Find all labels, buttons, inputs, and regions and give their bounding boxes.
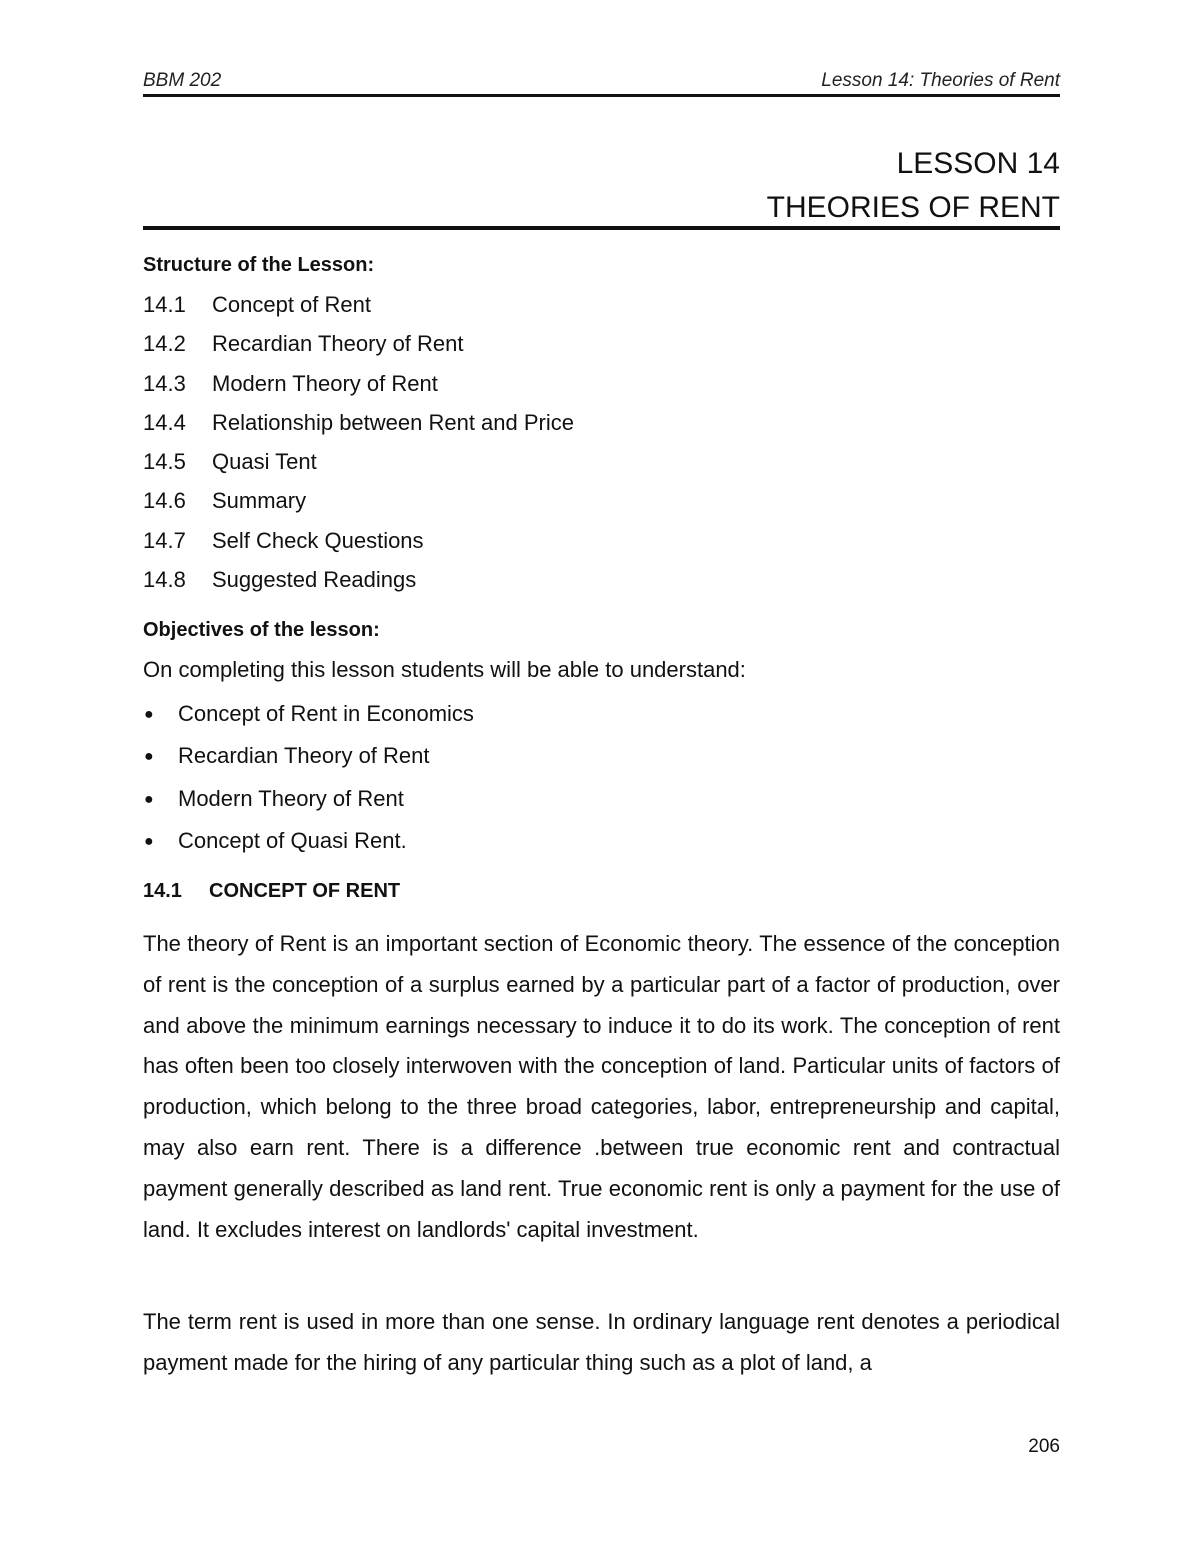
course-code: BBM 202 <box>143 70 222 91</box>
structure-item-label: Relationship between Rent and Price <box>212 409 575 435</box>
structure-item-number: 14.1 <box>143 292 186 317</box>
objective-item <box>143 740 474 782</box>
section-heading <box>143 880 400 903</box>
bullet-icon: ● <box>144 790 154 808</box>
structure-item-number: 14.3 <box>143 370 186 396</box>
objectives-intro: On completing this lesson students will be able to understand: <box>143 657 746 682</box>
structure-item-label: Concept of Rent <box>212 292 371 317</box>
objective-item <box>143 698 474 740</box>
objective-text: Concept of Quasi Rent. <box>178 827 407 853</box>
structure-item <box>143 328 574 367</box>
objectives-heading: Objectives of the lesson: <box>143 619 380 641</box>
structure-item-number: 14.5 <box>143 449 186 475</box>
objective-item <box>143 783 474 825</box>
lesson-title <box>767 142 1060 230</box>
structure-item-number: 14.6 <box>143 488 186 514</box>
structure-item-number: 14.2 <box>143 331 186 357</box>
header-rule <box>143 94 1060 97</box>
structure-item-label: Modern Theory of Rent <box>212 370 438 396</box>
structure-item <box>143 485 574 524</box>
structure-item-number: 14.8 <box>143 567 186 593</box>
section-title: CONCEPT OF RENT <box>209 880 401 902</box>
objective-text: Modern Theory of Rent <box>178 785 404 811</box>
objective-text: Concept of Rent in Economics <box>178 701 474 726</box>
structure-item <box>143 289 574 328</box>
structure-item <box>143 525 574 564</box>
page-number: 206 <box>1028 1436 1060 1457</box>
lesson-number: LESSON 14 <box>896 147 1060 180</box>
structure-list <box>143 289 574 603</box>
lesson-name: THEORIES OF RENT <box>766 191 1060 224</box>
structure-item <box>143 446 574 485</box>
structure-item-label: Recardian Theory of Rent <box>212 331 464 357</box>
bullet-icon: ● <box>144 748 154 766</box>
running-header <box>143 70 1060 94</box>
structure-item <box>143 564 574 603</box>
structure-item-label: Summary <box>212 488 307 514</box>
structure-item-label: Quasi Tent <box>212 449 317 475</box>
bullet-icon: ● <box>144 706 154 723</box>
structure-item <box>143 368 574 407</box>
structure-item <box>143 407 574 446</box>
objective-item <box>143 825 474 867</box>
section-number: 14.1 <box>143 880 182 902</box>
title-rule <box>143 226 1060 230</box>
objective-text: Recardian Theory of Rent <box>178 743 430 769</box>
structure-item-label: Suggested Readings <box>212 567 417 593</box>
document-page <box>143 0 1060 1553</box>
structure-item-number: 14.4 <box>143 409 186 435</box>
lesson-reference: Lesson 14: Theories of Rent <box>821 70 1060 91</box>
objectives-list <box>143 698 474 867</box>
structure-item-number: 14.7 <box>143 527 186 553</box>
bullet-icon: ● <box>144 832 154 850</box>
structure-heading: Structure of the Lesson: <box>143 254 375 276</box>
body-paragraph: The term rent is used in more than one sense. In ordinary language rent denotes a periodical payment made for the hiring of any particular thing such as a plot of land, a <box>143 1309 1060 1375</box>
structure-item-label: Self Check Questions <box>212 527 424 553</box>
body-paragraph: The theory of Rent is an important section of Economic theory. The essence of the conception of rent is the conception of a surplus earned by a particular part of a factor of production, over and above the minimum earnings necessary to induce it to do its work. The conception of rent has often been too closely interwoven with the conception of land. Particular units of factors of production, which belong to the three broad categories, labor, entrepreneurship and capital, may also earn rent. There is a difference .between true economic rent and contractual payment generally described as land rent. True economic rent is only a payment for the use of land. It excludes interest on landlords' capital investment. <box>143 931 1060 1242</box>
